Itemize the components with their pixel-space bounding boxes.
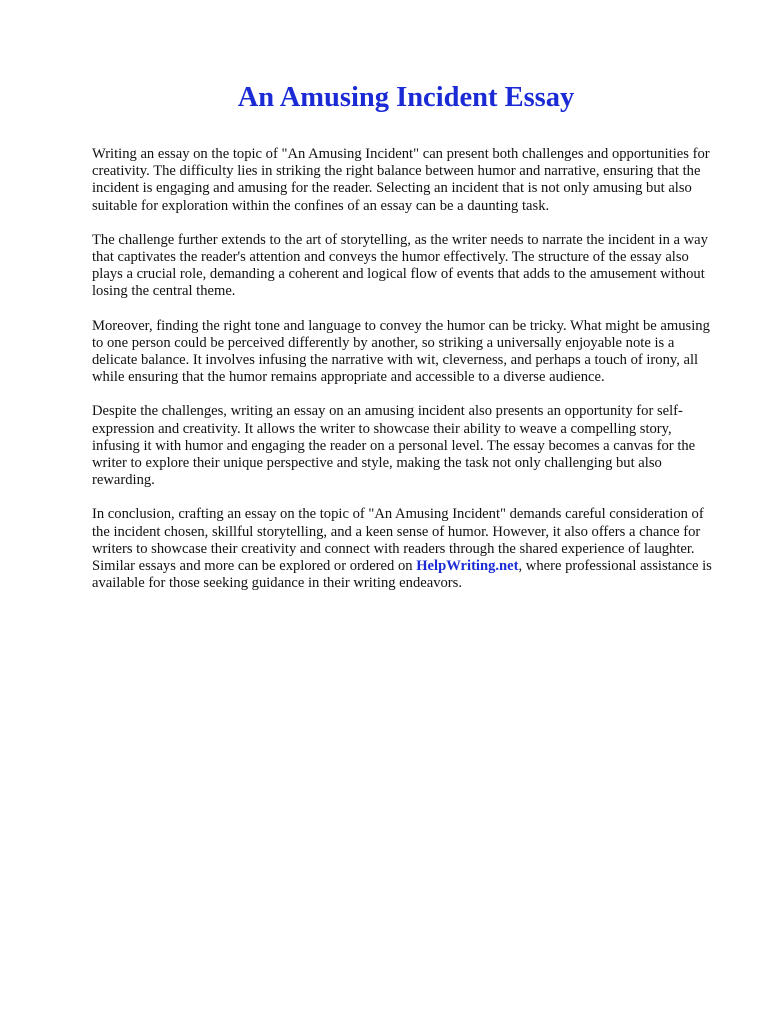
document-title: An Amusing Incident Essay [237,82,575,113]
paragraph-conclusion [92,506,722,592]
paragraph-3: Moreover, finding the right tone and language to convey the humor can be tricky. What might be amusing to one person could be perceived differently by another, so striking a universally enjoyable note is a delicate balance. It involves infusing the narrative with wit, cleverness, and perhaps a touch of irony, all while ensuring that the humor remains appropriate and accessible to a diverse audience. [92,317,710,386]
paragraph-1: Writing an essay on the topic of "An Amusing Incident" can present both challenges and opportunities for creativity. The difficulty lies in striking the right balance between humor and narrative, ensuring that the incident is engaging and amusing for the reader. Selecting an incident that is not only amusing but also suitable for exploration within the confines of an essay can be a daunting task. [92,146,710,214]
paragraph-2: The challenge further extends to the art of storytelling, as the writer needs to narrate the incident in a way that captivates the reader's attention and conveys the humor effectively. The structure of the essay also plays a crucial role, demanding a coherent and logical flow of events that adds to the amusement without losing the central theme. [92,231,708,300]
helpwriting-link[interactable]: HelpWriting.net [416,558,519,575]
document-body [92,146,722,592]
paragraph-4: Despite the challenges, writing an essay on an amusing incident also presents an opportunity for self-expression and creativity. It allows the writer to showcase their ability to weave a compelling story, infusing it with humor and engaging the reader on a personal level. The essay becomes a canvas for the writer to explore their unique perspective and style, making the task not only challenging but also rewarding. [92,403,696,489]
conclusion-text-after-link: , where professional assistance is available for those seeking guidance in their writing endeavors. [92,558,712,592]
conclusion-text-before-link: In conclusion, crafting an essay on the topic of "An Amusing Incident" demands careful consideration of the incident chosen, skillful storytelling, and a keen sense of humor. However, it also offers a chance for writers to showcase their creativity and connect with readers through the shared experience of laughter. Similar essays and more can be explored or ordered on [92,506,704,575]
